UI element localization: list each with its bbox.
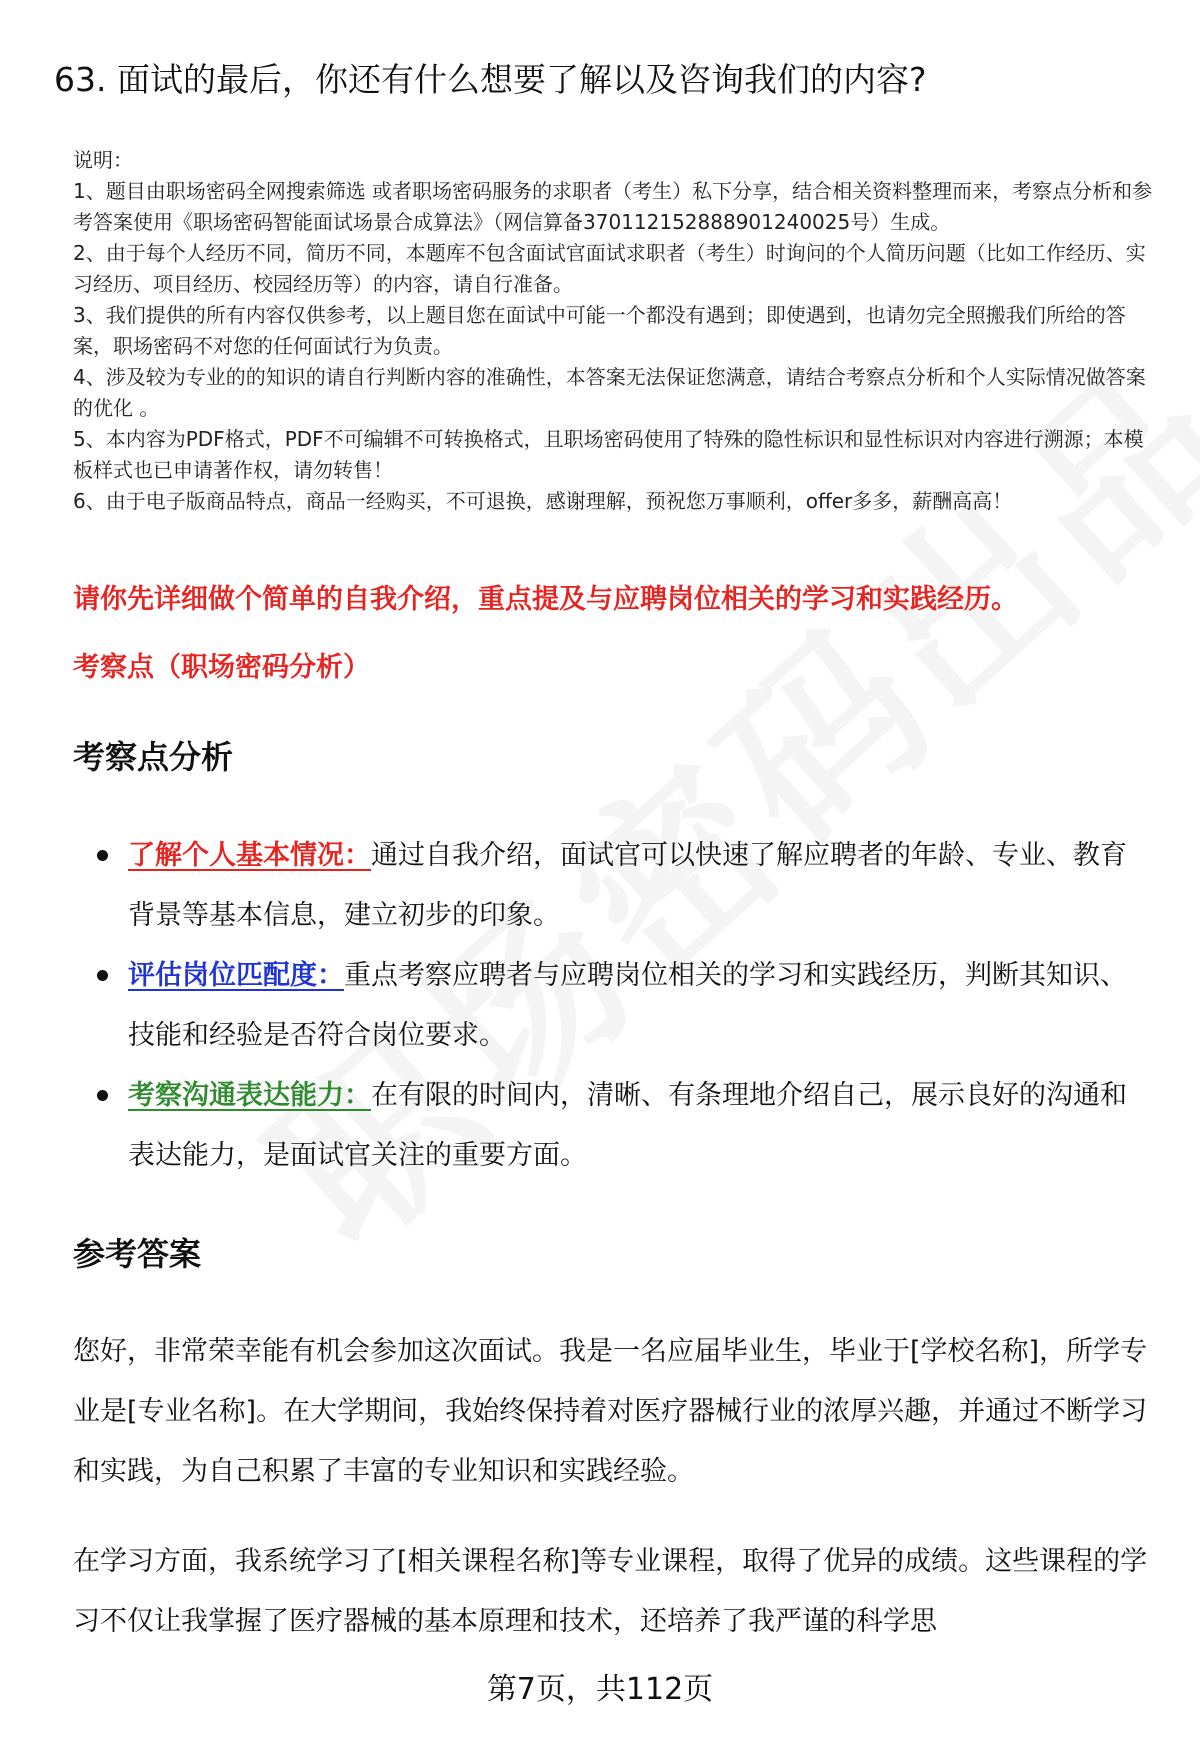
- analysis-point: [73, 946, 1153, 1066]
- answer-body: [73, 1322, 1153, 1682]
- interview-prompt: 请你先详细做个简单的自我介绍，重点提及与应聘岗位相关的学习和实践经历。: [73, 584, 1018, 615]
- analysis-text: 通过自我介绍，面试官可以快速了解应聘者的年龄、专业、教育背景等基本信息，建立初步的印象。: [128, 840, 1127, 931]
- analysis-keyword: 考察沟通表达能力：: [128, 1080, 371, 1111]
- note-item: 6、由于电子版商品特点，商品一经购买，不可退换，感谢理解，预祝您万事顺利，offer多多，薪酬高高！: [73, 489, 1013, 513]
- note-item: 5、本内容为PDF格式，PDF不可编辑不可转换格式，且职场密码使用了特殊的隐性标识和显性标识对内容进行溯源；本模板样式也已申请著作权，请勿转售！: [73, 427, 1144, 482]
- analysis-keyword: 了解个人基本情况：: [128, 840, 371, 871]
- analysis-point: [73, 826, 1153, 946]
- analysis-keyword: 评估岗位匹配度：: [128, 960, 344, 991]
- note-item: 1、题目由职场密码全网搜索筛选 或者职场密码服务的求职者（考生）私下分享，结合相关资料整理而来，考察点分析和参考答案使用《职场密码智能面试场景合成算法》（网信算备370112152888901240025号）生成。: [73, 179, 1153, 234]
- analysis-text: 在有限的时间内，清晰、有条理地介绍自己，展示良好的沟通和表达能力，是面试官关注的重要方面。: [128, 1080, 1127, 1171]
- analysis-heading: 考察点分析: [73, 738, 234, 776]
- analysis-text: 重点考察应聘者与应聘岗位相关的学习和实践经历，判断其知识、技能和经验是否符合岗位要求。: [128, 960, 1127, 1051]
- question-title: 63. 面试的最后，你还有什么想要了解以及咨询我们的内容?: [54, 60, 927, 99]
- bullet-icon: [97, 970, 108, 981]
- page-number: 第7页，共112页: [486, 1672, 714, 1707]
- notes-section: [73, 145, 1163, 517]
- notes-label: 说明：: [73, 148, 133, 172]
- analysis-source-label: 考察点（职场密码分析）: [73, 652, 370, 683]
- note-item: 3、我们提供的所有内容仅供参考，以上题目您在面试中可能一个都没有遇到；即使遇到，也请勿完全照搬我们所给的答案，职场密码不对您的任何面试行为负责。: [73, 303, 1126, 358]
- note-item: 4、涉及较为专业的的知识的请自行判断内容的准确性，本答案无法保证您满意，请结合考察点分析和个人实际情况做答案的优化 。: [73, 365, 1146, 420]
- bullet-icon: [97, 850, 108, 861]
- note-item: 2、由于每个人经历不同，简历不同，本题库不包含面试官面试求职者（考生）时询问的个人简历问题（比如工作经历、实习经历、项目经历、校园经历等）的内容，请自行准备。: [73, 241, 1146, 296]
- bullet-icon: [97, 1090, 108, 1101]
- analysis-point: [73, 1066, 1153, 1186]
- answer-paragraph: 在学习方面，我系统学习了[相关课程名称]等专业课程，取得了优异的成绩。这些课程的学习不仅让我掌握了医疗器械的基本原理和技术，还培养了我严谨的科学思: [73, 1546, 1148, 1637]
- answer-paragraph: 您好，非常荣幸能有机会参加这次面试。我是一名应届毕业生，毕业于[学校名称]，所学专业是[专业名称]。在大学期间，我始终保持着对医疗器械行业的浓厚兴趣，并通过不断学习和实践，为自己积累了丰富的专业知识和实践经验。: [73, 1336, 1148, 1487]
- answer-heading: 参考答案: [73, 1235, 202, 1273]
- analysis-list: [73, 826, 1153, 1186]
